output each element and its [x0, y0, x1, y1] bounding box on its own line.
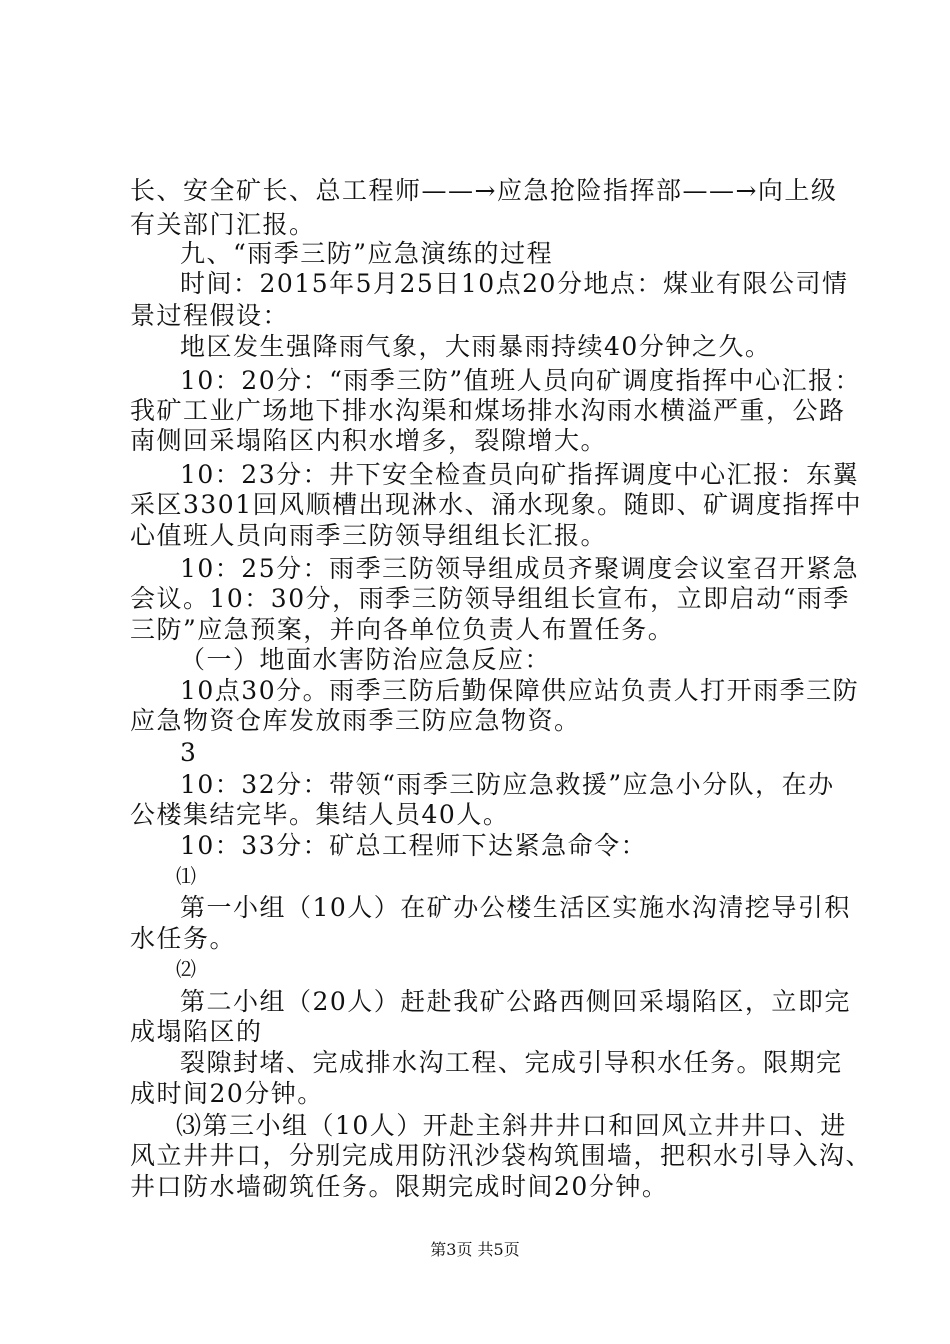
text-line: 地区发生强降雨气象，大雨暴雨持续40分钟之久。: [180, 332, 772, 361]
section-heading: 九、“雨季三防”应急演练的过程: [180, 239, 554, 268]
text-line: 10：23分：井下安全检查员向矿指挥调度中心汇报：东翼: [180, 460, 860, 489]
text-line: 成时间20分钟。: [130, 1079, 324, 1108]
text-line: 井口防水墙砌筑任务。限期完成时间20分钟。: [130, 1172, 669, 1201]
text-line: 10：25分：雨季三防领导组成员齐聚调度会议室召开紧急: [180, 554, 860, 583]
text-line: 10：33分：矿总工程师下达紧急命令：: [180, 831, 648, 860]
text-line: 时间：2015年5月25日10点20分地点：煤业有限公司情: [180, 269, 849, 298]
subsection-heading: （一）地面水害防治应急反应：: [180, 645, 552, 674]
text-line: 第二小组（20人）赶赴我矿公路西侧回采塌陷区，立即完: [180, 987, 851, 1016]
text-line: 采区3301回风顺槽出现淋水、涌水现象。随即、矿调度指挥中: [130, 490, 863, 519]
text-line: 三防”应急预案，并向各单位负责人布置任务。: [130, 615, 675, 644]
text-line: 3: [180, 738, 198, 767]
text-line: 风立井井口，分别完成用防汛沙袋构筑围墙，把积水引导入沟、: [130, 1141, 873, 1170]
list-marker: ⑴: [176, 864, 198, 888]
text-line: 10：20分：“雨季三防”值班人员向矿调度指挥中心汇报：: [180, 366, 862, 395]
text-line: 水任务。: [130, 924, 237, 953]
text-line: 成塌陷区的: [130, 1017, 263, 1046]
text-line: 心值班人员向雨季三防领导组组长汇报。: [130, 521, 608, 550]
text-line: 10点30分。雨季三防后勤保障供应站负责人打开雨季三防: [180, 676, 860, 705]
text-line: 会议。10：30分，雨季三防领导组组长宣布，立即启动“雨季: [130, 584, 850, 613]
text-line: ⑶第三小组（10人）开赴主斜井井口和回风立井井口、进: [176, 1111, 847, 1140]
text-line: 10：32分：带领“雨季三防应急救援”应急小分队，在办: [180, 770, 835, 799]
text-line: 南侧回采塌陷区内积水增多，裂隙增大。: [130, 426, 608, 455]
text-line: 第一小组（10人）在矿办公楼生活区实施水沟清挖导引积: [180, 893, 851, 922]
text-line: 有关部门汇报。: [130, 210, 316, 239]
page-footer: 第3页 共5页: [430, 1240, 520, 1259]
text-line: 公楼集结完毕。集结人员40人。: [130, 800, 510, 829]
text-line: 我矿工业广场地下排水沟渠和煤场排水沟雨水横溢严重，公路: [130, 396, 846, 425]
list-marker: ⑵: [176, 957, 198, 981]
text-line: 应急物资仓库发放雨季三防应急物资。: [130, 706, 581, 735]
text-line: 裂隙封堵、完成排水沟工程、完成引导积水任务。限期完: [180, 1048, 843, 1077]
text-line: 长、安全矿长、总工程师——→应急抢险指挥部——→向上级: [130, 176, 838, 205]
text-line: 景过程假设：: [130, 301, 290, 330]
